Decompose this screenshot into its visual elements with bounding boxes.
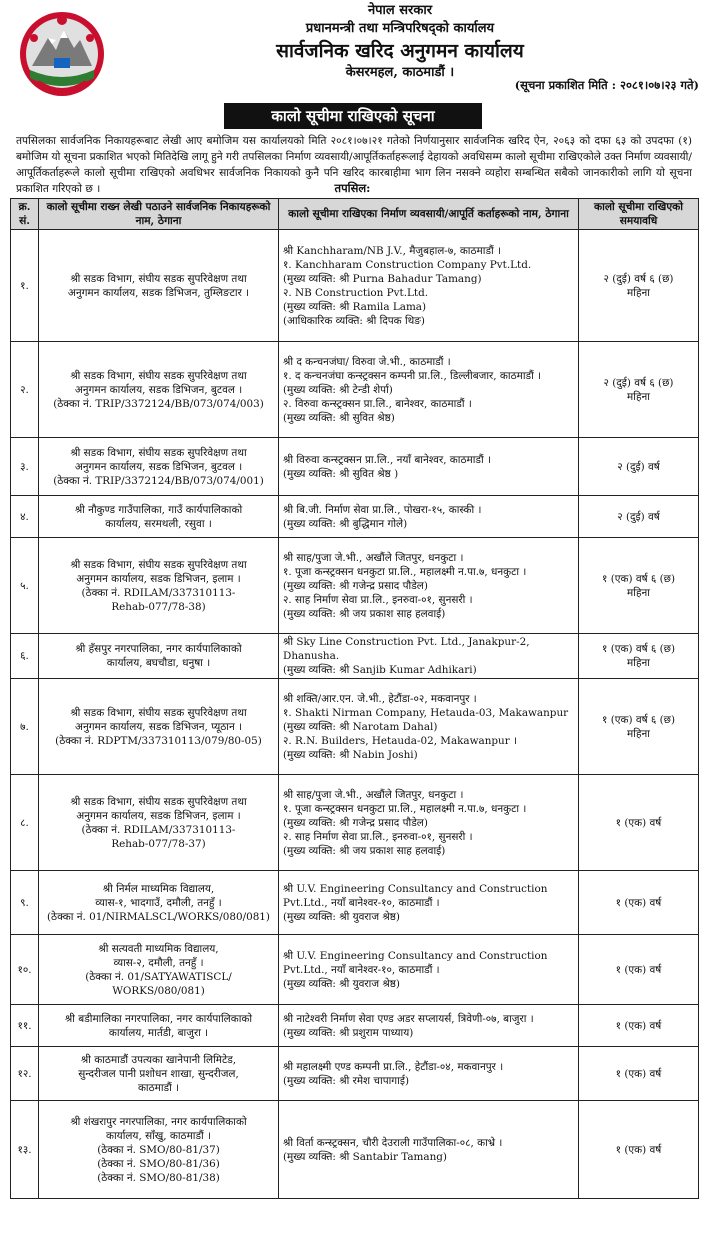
blacklisted-firm-cell bbox=[279, 775, 579, 871]
public-body-cell bbox=[39, 634, 279, 679]
blacklist-duration-cell-line: २ (दुई) वर्ष bbox=[617, 460, 660, 473]
public-body-cell-line: Rehab-077/78-37) bbox=[111, 837, 206, 850]
public-body-cell-line: व्यास-१, भादगाउँ, दमौली, तनहुँ । bbox=[95, 896, 222, 909]
blacklisted-firm-cell bbox=[279, 871, 579, 935]
blacklisted-firm-cell-line: १. पूजा कन्स्ट्रक्सन धनकुटा प्रा.लि., महालक्ष्मी न.पा.७, धनकुटा । bbox=[283, 802, 527, 815]
blacklisted-firm-cell bbox=[279, 1101, 579, 1199]
row-serial-number: ५. bbox=[11, 538, 39, 634]
row-serial-number: १३. bbox=[11, 1101, 39, 1199]
public-body-cell-line: WORKS/080/081) bbox=[112, 984, 205, 997]
blacklisted-firm-cell bbox=[279, 342, 579, 438]
table-row bbox=[11, 935, 699, 1005]
blacklist-duration-cell bbox=[579, 935, 699, 1005]
blacklisted-firm-cell bbox=[279, 496, 579, 538]
row-serial-number: ११. bbox=[11, 1005, 39, 1047]
blacklist-duration-cell bbox=[579, 634, 699, 679]
blacklisted-firm-cell-line: श्री बि.जी. निर्माण सेवा प्रा.लि., पोखरा-१५, कास्की । bbox=[283, 503, 482, 516]
row-serial-number: ९. bbox=[11, 871, 39, 935]
blacklisted-firm-cell-line: (मुख्य व्यक्ति: श्री प्रशुराम पाध्याय) bbox=[283, 1026, 414, 1039]
blacklist-duration-cell-line: १ (एक) वर्ष bbox=[615, 963, 662, 976]
public-body-cell-line: श्री निर्मल माध्यमिक विद्यालय, bbox=[102, 882, 215, 895]
public-body-cell-line: (ठेक्का नं. TRIP/3372124/BB/073/074/003) bbox=[53, 397, 264, 410]
blacklisted-firm-cell bbox=[279, 634, 579, 679]
gov-name: नेपाल सरकार bbox=[367, 3, 433, 18]
nepal-emblem-icon bbox=[18, 8, 106, 100]
blacklist-duration-cell bbox=[579, 1005, 699, 1047]
table-row bbox=[11, 230, 699, 342]
blacklist-duration-cell-line: १ (एक) वर्ष bbox=[615, 1143, 662, 1156]
public-body-cell-line: श्री सत्यवती माध्यमिक विद्यालय, bbox=[98, 942, 219, 955]
public-body-cell-line: अनुगमन कार्यालय, सडक डिभिजन, प्यूठान । bbox=[75, 720, 242, 733]
blacklisted-firm-cell-line: २. साह निर्माण सेवा प्रा.लि., इनरुवा-०१, सुनसरी । bbox=[283, 830, 473, 843]
public-body-cell-line: श्री बडीमालिका नगरपालिका, नगर कार्यपालिकाको bbox=[64, 1012, 253, 1025]
details-heading: तपसिल: bbox=[334, 181, 371, 195]
blacklist-duration-cell bbox=[579, 496, 699, 538]
public-body-cell bbox=[39, 775, 279, 871]
row-serial-number: ३. bbox=[11, 438, 39, 496]
table-header-row bbox=[11, 199, 699, 230]
blacklist-duration-cell-line: २ (दुई) वर्ष ६ (छ) bbox=[603, 376, 674, 389]
public-body-cell-line: (ठेक्का नं. SMO/80-81/38) bbox=[97, 1171, 220, 1184]
public-body-cell-line: (ठेक्का नं. 01/NIRMALSCL/WORKS/080/081) bbox=[47, 910, 270, 923]
blacklist-duration-cell-line: १ (एक) वर्ष ६ (छ) bbox=[601, 643, 676, 655]
blacklisted-firm-cell-line: (मुख्य व्यक्ति: श्री सुवित श्रेष्ठ) bbox=[283, 411, 395, 424]
office-parent: प्रधानमन्त्री तथा मन्त्रिपरिषद्को कार्यालय bbox=[305, 21, 495, 36]
public-body-cell-line: श्री सडक विभाग, संघीय सडक सुपरिवेक्षण तथा bbox=[70, 272, 247, 285]
table-row bbox=[11, 1047, 699, 1101]
blacklisted-firm-cell-line: २. R.N. Builders, Hetauda-02, Makawanpur । bbox=[283, 734, 517, 747]
public-body-cell bbox=[39, 935, 279, 1005]
public-body-cell bbox=[39, 1101, 279, 1199]
blacklisted-firm-cell-line: (मुख्य व्यक्ति: श्री युवराज श्रेष्ठ) bbox=[283, 910, 400, 923]
blacklisted-firm-cell bbox=[279, 438, 579, 496]
blacklist-duration-cell bbox=[579, 1047, 699, 1101]
blacklisted-firm-cell-line: १. द कन्चनजंघा कन्स्ट्रक्सन कम्पनी प्रा.लि., डिल्लीबजार, काठमाडौं । bbox=[283, 369, 542, 382]
row-serial-number: ६. bbox=[11, 634, 39, 679]
public-body-cell-line: अनुगमन कार्यालय, सडक डिभिजन, तुम्लिङटार । bbox=[67, 286, 250, 299]
blacklisted-firm-cell bbox=[279, 1047, 579, 1101]
public-body-cell-line: अनुगमन कार्यालय, सडक डिभिजन, इलाम । bbox=[76, 809, 241, 822]
public-body-cell-line: कार्यालय, मार्तडी, बाजुरा । bbox=[108, 1026, 209, 1039]
blacklist-duration-cell-line: २ (दुई) वर्ष bbox=[617, 510, 660, 523]
blacklisted-firm-cell-line: (मुख्य व्यक्ति: श्री बुद्धिमान गोले) bbox=[283, 517, 408, 530]
blacklist-duration-cell bbox=[579, 871, 699, 935]
blacklisted-firm-cell-line: (मुख्य व्यक्ति: श्री Sanjib Kumar Adhikari) bbox=[283, 664, 477, 676]
blacklist-duration-cell-line: महिना bbox=[627, 586, 650, 599]
table-row bbox=[11, 538, 699, 634]
blacklisted-firm-cell-line: (मुख्य व्यक्ति: श्री जय प्रकाश साह हलवाई) bbox=[283, 844, 446, 857]
blacklist-duration-cell-line: महिना bbox=[627, 390, 650, 403]
blacklisted-firm-cell-line: (आधिकारिक व्यक्ति: श्री दिपक थिङ) bbox=[283, 314, 425, 327]
blacklist-duration-cell bbox=[579, 342, 699, 438]
intro-paragraph: तपसिलका सार्वजनिक निकायहरूबाट लेखी आए बमोजिम यस कार्यालयको मिति २०८१।०७।२१ गतेको निर्णयानुसार सार्वजनिक खरिद ऐन, २०६३ को दफा ६३ को उपदफा (१) बमोजिम यो सूचना प्रकाशित भएको मितिदेखि लागू हुने गरी तपसिलका निर्माण व्यवसायी/आपूर्तिकर्ताहरूलाई देहायको अवधिसम्म कालो सूचीमा राखिएकोले उक्त निर्माण व्यवसायी/आपूर्तिकर्ताहरूले कालो सूचीमा राखिएको अवधिभर सार्वजनिक निकायको कुनै पनि खरिद कारबाहीमा भाग लिन नसक्ने व्यहोरा सम्बन्धित सबैको जानकारीको लागि यो सूचना प्रकाशित गरिएको छ । bbox=[16, 135, 692, 195]
blacklisted-firm-cell-line: श्री Kanchharam/NB J.V., मैजुबहाल-७, काठमाडौं । bbox=[283, 244, 501, 257]
public-body-cell-line: श्री हँसपुर नगरपालिका, नगर कार्यपालिकाको bbox=[75, 643, 242, 655]
blacklisted-firm-cell bbox=[279, 538, 579, 634]
public-body-cell-line: अनुगमन कार्यालय, सडक डिभिजन, बुटवल । bbox=[74, 383, 243, 396]
row-serial-number: १२. bbox=[11, 1047, 39, 1101]
blacklisted-firm-cell-line: (मुख्य व्यक्ति: श्री टेन्डी शेर्पा) bbox=[283, 383, 393, 396]
public-body-cell bbox=[39, 871, 279, 935]
public-body-cell-line: (ठेक्का नं. RDPTM/337310113/079/80-05) bbox=[55, 734, 262, 747]
blacklisted-firm-cell-line: (मुख्य व्यक्ति: श्री सुवित श्रेष्ठ ) bbox=[283, 467, 399, 480]
blacklist-table bbox=[10, 198, 699, 1199]
blacklist-duration-cell-line: २ (दुई) वर्ष ६ (छ) bbox=[603, 272, 674, 285]
table-row bbox=[11, 1101, 699, 1199]
table-row bbox=[11, 496, 699, 538]
blacklisted-firm-cell-line: (मुख्य व्यक्ति: श्री Narotam Dahal) bbox=[283, 720, 438, 733]
row-serial-number: ४. bbox=[11, 496, 39, 538]
public-body-cell-line: कार्यालय, सरमथली, रसुवा । bbox=[105, 517, 212, 530]
public-body-cell-line: श्री सडक विभाग, संघीय सडक सुपरिवेक्षण तथा bbox=[70, 795, 247, 808]
header-firm: कालो सूचीमा राखिएका निर्माण व्यवसायी/आपूर्ति कर्ताहरूको नाम, ठेगाना bbox=[279, 199, 579, 230]
row-serial-number: १. bbox=[11, 230, 39, 342]
row-serial-number: ७. bbox=[11, 679, 39, 775]
blacklist-duration-cell-line: १ (एक) वर्ष bbox=[615, 816, 662, 829]
public-body-cell-line: (ठेक्का नं. SMO/80-81/36) bbox=[97, 1157, 220, 1170]
header-sn: क्र. सं. bbox=[11, 199, 39, 230]
public-body-cell bbox=[39, 230, 279, 342]
table-row bbox=[11, 634, 699, 679]
public-body-cell-line: Rehab-077/78-38) bbox=[111, 600, 206, 613]
blacklist-duration-cell-line: १ (एक) वर्ष ६ (छ) bbox=[601, 713, 676, 726]
table-row bbox=[11, 775, 699, 871]
public-body-cell bbox=[39, 438, 279, 496]
table-row bbox=[11, 679, 699, 775]
table-row bbox=[11, 438, 699, 496]
publish-date: (सूचना प्रकाशित मिति : २०८१।०७।२३ गते) bbox=[514, 78, 699, 92]
public-body-cell-line: श्री सडक विभाग, संघीय सडक सुपरिवेक्षण तथा bbox=[70, 369, 247, 382]
public-body-cell bbox=[39, 1005, 279, 1047]
blacklisted-firm-cell-line: (मुख्य व्यक्ति: श्री युवराज श्रेष्ठ) bbox=[283, 977, 400, 990]
blacklisted-firm-cell-line: श्री विरुवा कन्स्ट्रक्सन प्रा.लि., नयाँ बानेश्वर, काठमाडौं । bbox=[283, 453, 491, 466]
blacklist-duration-cell-line: महिना bbox=[627, 286, 650, 299]
blacklisted-firm-cell bbox=[279, 679, 579, 775]
public-body-cell-line: व्यास-२, दमौली, तनहुँ । bbox=[113, 956, 204, 969]
blacklisted-firm-cell-line: (मुख्य व्यक्ति: श्री रमेश चापागाई) bbox=[283, 1074, 410, 1087]
public-body-cell-line: श्री नौकुण्ड गाउँपालिका, गाउँ कार्यपालिकाको bbox=[74, 503, 243, 516]
blacklist-duration-cell bbox=[579, 438, 699, 496]
blacklisted-firm-cell-line: (मुख्य व्यक्ति: श्री Nabin Joshi) bbox=[283, 748, 418, 761]
header-duration: कालो सूचीमा राखिएको समयावधि bbox=[579, 199, 699, 230]
public-body-cell-line: श्री काठमाडौं उपत्यका खानेपानी लिमिटेड, bbox=[80, 1053, 237, 1066]
blacklist-duration-cell bbox=[579, 1101, 699, 1199]
blacklisted-firm-cell-line: श्री U.V. Engineering Consultancy and Construction bbox=[283, 882, 548, 895]
table-row bbox=[11, 342, 699, 438]
public-body-cell-line: श्री सडक विभाग, संघीय सडक सुपरिवेक्षण तथा bbox=[70, 558, 247, 571]
blacklisted-firm-cell-line: श्री शक्ति/आर.एन. जे.भी., हेटौंडा-०२, मकवानपुर । bbox=[283, 692, 477, 705]
blacklisted-firm-cell-line: (मुख्य व्यक्ति: श्री गजेन्द्र प्रसाद पौडेल) bbox=[283, 579, 428, 592]
blacklist-duration-cell bbox=[579, 775, 699, 871]
blacklisted-firm-cell-line: श्री U.V. Engineering Consultancy and Construction bbox=[283, 949, 548, 962]
blacklisted-firm-cell-line: Pvt.Ltd., नयाँ बानेश्वर-१०, काठमाडौं । bbox=[283, 963, 440, 976]
blacklisted-firm-cell-line: श्री विर्ता कन्स्ट्रक्सन, चौरी देउराली गाउँपालिका-०८, काभ्रे । bbox=[283, 1136, 503, 1149]
public-body-cell-line: कार्यालय, बघचौडा, धनुषा । bbox=[106, 657, 211, 669]
blacklisted-firm-cell-line: (मुख्य व्यक्ति: श्री Purna Bahadur Tamang) bbox=[283, 272, 482, 285]
row-serial-number: २. bbox=[11, 342, 39, 438]
blacklist-duration-cell bbox=[579, 538, 699, 634]
public-body-cell bbox=[39, 1047, 279, 1101]
public-body-cell-line: (ठेक्का नं. RDILAM/337310113- bbox=[81, 823, 236, 836]
blacklist-duration-cell-line: महिना bbox=[627, 727, 650, 740]
blacklisted-firm-cell-line: २. विरुवा कन्स्ट्रक्सन प्रा.लि., बानेश्वर, काठमाडौं । bbox=[283, 397, 472, 410]
blacklisted-firm-cell bbox=[279, 230, 579, 342]
row-serial-number: ८. bbox=[11, 775, 39, 871]
row-serial-number: १०. bbox=[11, 935, 39, 1005]
blacklisted-firm-cell-line: श्री महालक्ष्मी एण्ड कम्पनी प्रा.लि., हेटौंडा-०४, मकवानपुर । bbox=[283, 1060, 504, 1073]
blacklisted-firm-cell-line: Pvt.Ltd., नयाँ बानेश्वर-१०, काठमाडौं । bbox=[283, 896, 440, 909]
public-body-cell-line: (ठेक्का नं. 01/SATYAWATISCL/ bbox=[85, 970, 232, 983]
blacklisted-firm-cell-line: १. Shakti Nirman Company, Hetauda-03, Makawanpur bbox=[283, 706, 569, 719]
blacklisted-firm-cell-line: श्री साह/पुजा जे.भी., अखौंले जितपुर, धनकुटा । bbox=[283, 551, 464, 564]
office-address: केसरमहल, काठमाडौं । bbox=[345, 65, 455, 80]
blacklist-duration-cell-line: १ (एक) वर्ष bbox=[615, 896, 662, 909]
notice-title: कालो सूचीमा राखिएको सूचना bbox=[224, 103, 482, 129]
public-body-cell-line: (ठेक्का नं. TRIP/3372124/BB/073/074/001) bbox=[53, 474, 264, 487]
table-row bbox=[11, 1005, 699, 1047]
header-body: कालो सूचीमा राख्न लेखी पठाउने सार्वजनिक निकायहरूको नाम, ठेगाना bbox=[39, 199, 279, 230]
blacklisted-firm-cell-line: श्री नाटेश्वरी निर्माण सेवा एण्ड अडर सप्लायर्स, त्रिवेणी-०७, बाजुरा । bbox=[283, 1012, 534, 1025]
blacklist-duration-cell-line: १ (एक) वर्ष bbox=[615, 1067, 662, 1080]
public-body-cell-line: श्री सडक विभाग, संघीय सडक सुपरिवेक्षण तथा bbox=[70, 446, 247, 459]
public-body-cell bbox=[39, 496, 279, 538]
blacklisted-firm-cell-line: श्री Sky Line Construction Pvt. Ltd., Janakpur-2, Dhanusha. bbox=[283, 636, 530, 662]
public-body-cell-line: श्री सडक विभाग, संघीय सडक सुपरिवेक्षण तथा bbox=[70, 706, 247, 719]
public-body-cell bbox=[39, 538, 279, 634]
public-body-cell-line: सुन्दरीजल पानी प्रशोधन शाखा, सुन्दरीजल, bbox=[78, 1067, 239, 1080]
public-body-cell-line: अनुगमन कार्यालय, सडक डिभिजन, इलाम । bbox=[76, 572, 241, 585]
public-body-cell-line: श्री शंखरापुर नगरपालिका, नगर कार्यपालिकाको bbox=[70, 1115, 247, 1128]
blacklisted-firm-cell-line: १. Kanchharam Construction Company Pvt.Ltd. bbox=[283, 258, 532, 271]
public-body-cell-line: काठमाडौं । bbox=[137, 1081, 180, 1094]
public-body-cell-line: (ठेक्का नं. SMO/80-81/37) bbox=[97, 1143, 220, 1156]
office-name: सार्वजनिक खरिद अनुगमन कार्यालय bbox=[276, 40, 524, 62]
public-body-cell bbox=[39, 679, 279, 775]
public-body-cell-line: अनुगमन कार्यालय, सडक डिभिजन, बुटवल । bbox=[74, 460, 243, 473]
blacklist-duration-cell bbox=[579, 679, 699, 775]
blacklisted-firm-cell-line: श्री साह/पुजा जे.भी., अखौंले जितपुर, धनकुटा । bbox=[283, 788, 464, 801]
blacklisted-firm-cell-line: २. NB Construction Pvt.Ltd. bbox=[283, 286, 429, 299]
blacklisted-firm-cell-line: (मुख्य व्यक्ति: श्री जय प्रकाश साह हलवाई) bbox=[283, 607, 446, 620]
public-body-cell-line: (ठेक्का नं. RDILAM/337310113- bbox=[81, 586, 236, 599]
blacklist-duration-cell-line: १ (एक) वर्ष ६ (छ) bbox=[601, 572, 676, 585]
notice-header bbox=[0, 0, 705, 100]
public-body-cell bbox=[39, 342, 279, 438]
public-body-cell-line: कार्यालय, साँखु, काठमाडौं । bbox=[106, 1129, 211, 1142]
blacklisted-firm-cell-line: (मुख्य व्यक्ति: श्री Ramila Lama) bbox=[283, 300, 427, 313]
blacklisted-firm-cell-line: २. साह निर्माण सेवा प्रा.लि., इनरुवा-०१, सुनसरी । bbox=[283, 593, 473, 606]
blacklisted-firm-cell-line: १. पूजा कन्स्ट्रक्सन धनकुटा प्रा.लि., महालक्ष्मी न.पा.७, धनकुटा । bbox=[283, 565, 527, 578]
blacklisted-firm-cell-line: श्री द कन्चनजंघा/ विरुवा जे.भी., काठमाडौं । bbox=[283, 355, 451, 368]
blacklisted-firm-cell bbox=[279, 935, 579, 1005]
blacklist-duration-cell bbox=[579, 230, 699, 342]
blacklist-duration-cell-line: महिना bbox=[627, 657, 650, 669]
blacklisted-firm-cell-line: (मुख्य व्यक्ति: श्री Santabir Tamang) bbox=[283, 1150, 447, 1163]
table-row bbox=[11, 871, 699, 935]
blacklisted-firm-cell-line: (मुख्य व्यक्ति: श्री गजेन्द्र प्रसाद पौडेल) bbox=[283, 816, 428, 829]
blacklist-duration-cell-line: १ (एक) वर्ष bbox=[615, 1019, 662, 1032]
blacklisted-firm-cell bbox=[279, 1005, 579, 1047]
